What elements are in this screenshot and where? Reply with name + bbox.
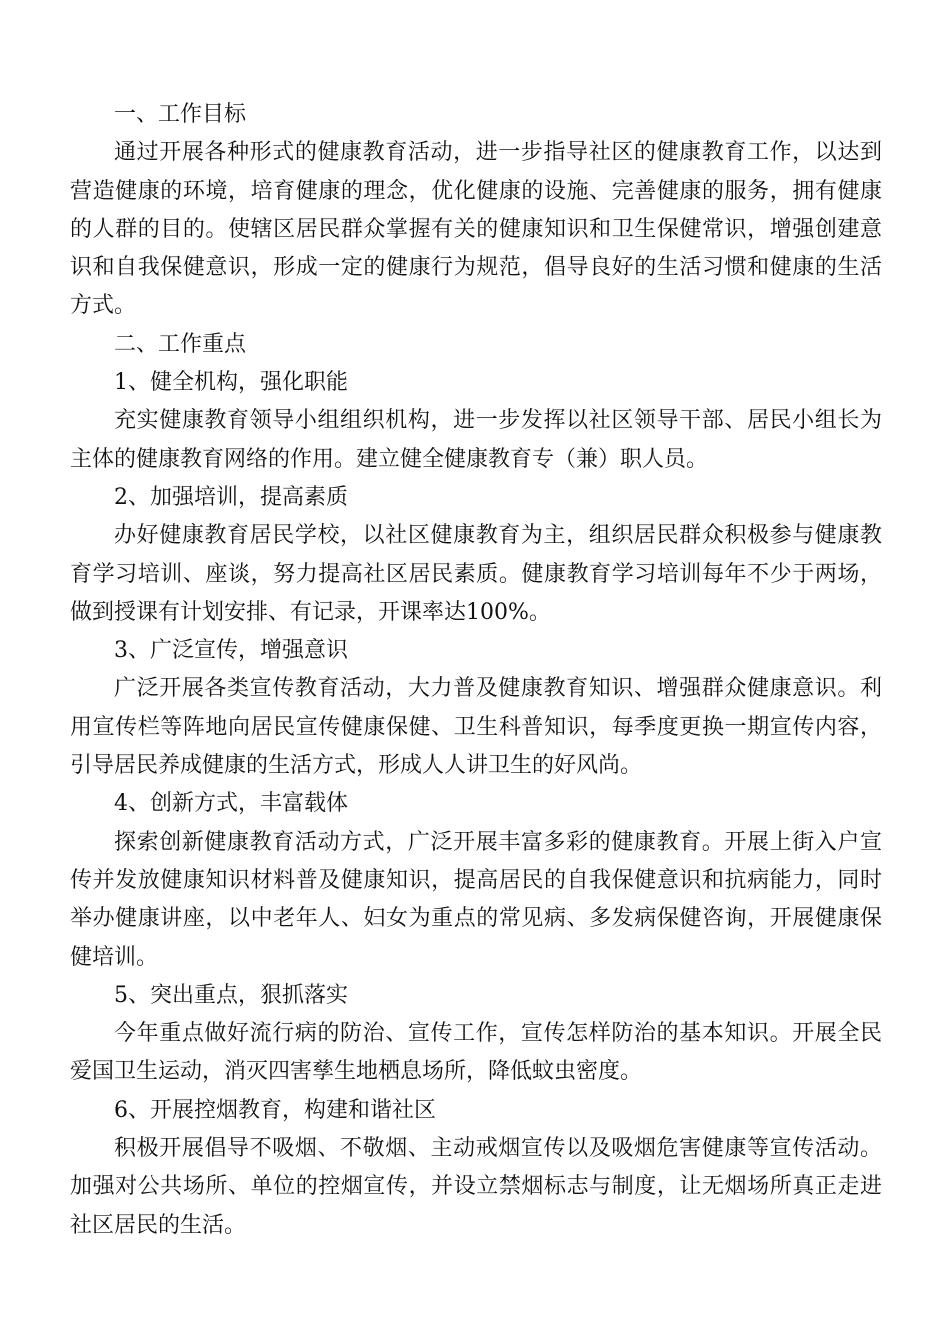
paragraph xyxy=(70,824,882,977)
paragraph-line: 传并发放健康知识材料普及健康知识，提高居民的自我保健意识和抗病能力，同时 xyxy=(70,867,882,893)
paragraph-line: 育学习培训、座谈，努力提高社区居民素质。健康教育学习培训每年不少于两场， xyxy=(70,561,882,587)
paragraph-line: 充实健康教育领导小组组织机构，进一步发挥以社区领导干部、居民小组长为 xyxy=(114,408,882,434)
paragraph-line: 广泛开展各类宣传教育活动，大力普及健康教育知识、增强群众健康意识。利 xyxy=(114,676,882,702)
subsection-heading: 5、突出重点，狠抓落实 xyxy=(114,982,348,1008)
paragraph-line: 做到授课有计划安排、有记录，开课率达100%。 xyxy=(70,599,551,625)
section-heading: 一、工作目标 xyxy=(114,102,247,127)
paragraph-line: 用宣传栏等阵地向居民宣传健康保健、卫生科普知识，每季度更换一期宣传内容， xyxy=(70,714,882,740)
paragraph xyxy=(70,517,882,632)
paragraph-line: 健培训。 xyxy=(70,944,159,970)
paragraph xyxy=(70,1015,882,1092)
paragraph xyxy=(70,402,882,479)
paragraph-line: 主体的健康教育网络的作用。建立健全健康教育专（兼）职人员。 xyxy=(70,446,709,472)
paragraph xyxy=(70,134,882,325)
subsection-heading: 2、加强培训，提高素质 xyxy=(114,484,348,510)
paragraph xyxy=(70,1130,882,1245)
paragraph-line: 爱国卫生运动，消灭四害孳生地栖息场所，降低蚊虫密度。 xyxy=(70,1059,643,1085)
paragraph xyxy=(70,670,882,785)
paragraph-line: 探索创新健康教育活动方式，广泛开展丰富多彩的健康教育。开展上街入户宣 xyxy=(114,829,882,855)
paragraph-line: 识和自我保健意识，形成一定的健康行为规范，倡导良好的生活习惯和健康的生活 xyxy=(70,255,882,281)
paragraph-line: 积极开展倡导不吸烟、不敬烟、主动戒烟宣传以及吸烟危害健康等宣传活动。 xyxy=(114,1136,882,1162)
document-body xyxy=(70,96,882,1245)
subsection-heading: 3、广泛宣传，增强意识 xyxy=(114,638,348,664)
subsection-heading: 1、健全机构，强化职能 xyxy=(114,370,348,396)
paragraph-line: 今年重点做好流行病的防治、宣传工作，宣传怎样防治的基本知识。开展全民 xyxy=(114,1021,882,1047)
paragraph-line: 办好健康教育居民学校，以社区健康教育为主，组织居民群众积极参与健康教 xyxy=(114,523,882,549)
paragraph-line: 通过开展各种形式的健康教育活动，进一步指导社区的健康教育工作，以达到 xyxy=(114,140,882,166)
paragraph-line: 举办健康讲座，以中老年人、妇女为重点的常见病、多发病保健咨询，开展健康保 xyxy=(70,906,882,932)
paragraph-line: 加强对公共场所、单位的控烟宣传，并设立禁烟标志与制度，让无烟场所真正走进 xyxy=(70,1174,882,1200)
subsection-heading: 4、创新方式，丰富载体 xyxy=(114,791,348,817)
paragraph-line: 引导居民养成健康的生活方式，形成人人讲卫生的好风尚。 xyxy=(70,753,643,779)
subsection-heading: 6、开展控烟教育，构建和谐社区 xyxy=(114,1097,436,1123)
paragraph-line: 的人群的目的。使辖区居民群众掌握有关的健康知识和卫生保健常识，增强创建意 xyxy=(70,216,882,242)
paragraph-line: 营造健康的环境，培育健康的理念，优化健康的设施、完善健康的服务，拥有健康 xyxy=(70,178,882,204)
paragraph-line: 方式。 xyxy=(70,293,137,319)
section-heading: 二、工作重点 xyxy=(114,331,247,357)
paragraph-line: 社区居民的生活。 xyxy=(70,1212,247,1238)
